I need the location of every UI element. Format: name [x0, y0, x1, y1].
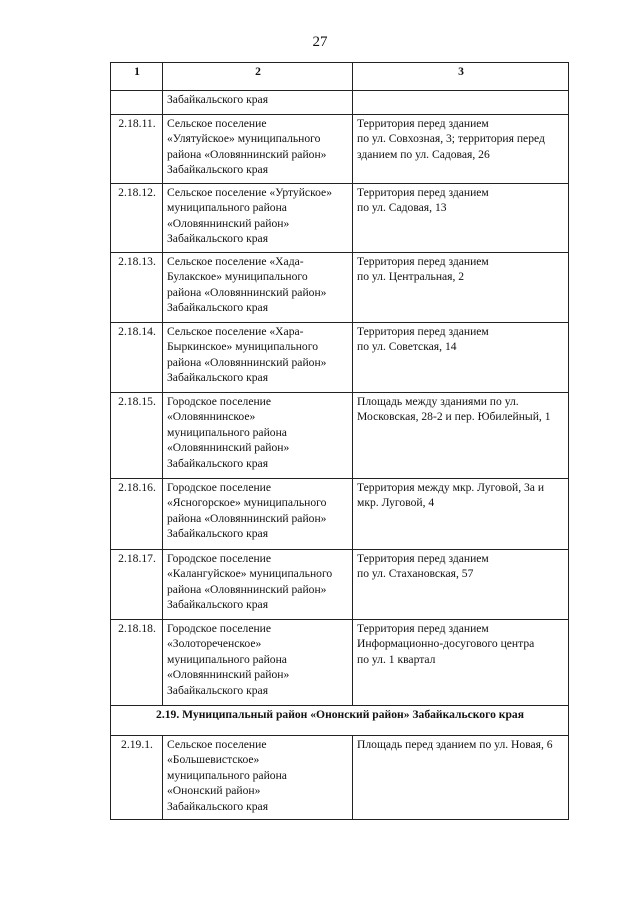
table-row	[111, 115, 569, 184]
location-description: Территория перед зданием по ул. Садовая, 13	[353, 184, 569, 253]
column-header-1: 1	[111, 63, 163, 91]
row-number: 2.18.12.	[111, 184, 163, 253]
settlement-name: Забайкальского края	[163, 91, 353, 115]
settlement-name: Городское поселение «Калангуйское» муниципального района «Оловяннинский район» Забайкальского края	[163, 550, 353, 620]
column-header-2: 2	[163, 63, 353, 91]
settlement-name: Сельское поселение «Большевистское» муниципального района «Ононский район» Забайкальского края	[163, 736, 353, 820]
row-number: 2.18.18.	[111, 620, 163, 706]
section-title: 2.19. Муниципальный район «Ононский район» Забайкальского края	[111, 706, 569, 736]
row-number: 2.18.15.	[111, 393, 163, 479]
document-table	[110, 62, 569, 820]
page-number: 27	[312, 34, 328, 50]
location-description: Территория перед зданием по ул. Советская, 14	[353, 323, 569, 393]
table-body	[111, 91, 569, 820]
location-description: Территория перед зданием по ул. Центральная, 2	[353, 253, 569, 323]
settlement-name: Городское поселение «Оловяннинское» муниципального района «Оловяннинский район» Забайкальского края	[163, 393, 353, 479]
row-number: 2.19.1.	[111, 736, 163, 820]
section-heading-row	[111, 706, 569, 736]
table-row	[111, 479, 569, 550]
table-row	[111, 393, 569, 479]
table-row	[111, 736, 569, 820]
settlement-name: Сельское поселение «Уртуйское» муниципального района «Оловяннинский район» Забайкальского края	[163, 184, 353, 253]
location-description: Территория перед зданием по ул. Совхозная, 3; территория перед зданием по ул. Садовая, 26	[353, 115, 569, 184]
settlement-name: Сельское поселение «Хада- Булакское» муниципального района «Оловяннинский район» Забайкальского края	[163, 253, 353, 323]
location-description: Площадь между зданиями по ул. Московская, 28-2 и пер. Юбилейный, 1	[353, 393, 569, 479]
settlement-name: Сельское поселение «Улятуйское» муниципального района «Оловяннинский район» Забайкальского края	[163, 115, 353, 184]
table-row	[111, 253, 569, 323]
table-row	[111, 323, 569, 393]
table-row	[111, 184, 569, 253]
table-row	[111, 91, 569, 115]
table-row	[111, 620, 569, 706]
location-description: Площадь перед зданием по ул. Новая, 6	[353, 736, 569, 820]
location-description: Территория перед зданием Информационно-досугового центра по ул. 1 квартал	[353, 620, 569, 706]
row-number	[111, 91, 163, 115]
settlement-name: Сельское поселение «Хара- Быркинское» муниципального района «Оловяннинский район» Забайкальского края	[163, 323, 353, 393]
table-header-row	[111, 63, 569, 91]
location-description: Территория между мкр. Луговой, 3а и мкр. Луговой, 4	[353, 479, 569, 550]
row-number: 2.18.16.	[111, 479, 163, 550]
location-description	[353, 91, 569, 115]
location-description: Территория перед зданием по ул. Стахановская, 57	[353, 550, 569, 620]
settlement-name: Городское поселение «Золотореченское» муниципального района «Оловяннинский район» Забайкальского края	[163, 620, 353, 706]
row-number: 2.18.11.	[111, 115, 163, 184]
settlement-name: Городское поселение «Ясногорское» муниципального района «Оловяннинский район» Забайкальского края	[163, 479, 353, 550]
column-header-3: 3	[353, 63, 569, 91]
row-number: 2.18.13.	[111, 253, 163, 323]
table-row	[111, 550, 569, 620]
row-number: 2.18.17.	[111, 550, 163, 620]
row-number: 2.18.14.	[111, 323, 163, 393]
